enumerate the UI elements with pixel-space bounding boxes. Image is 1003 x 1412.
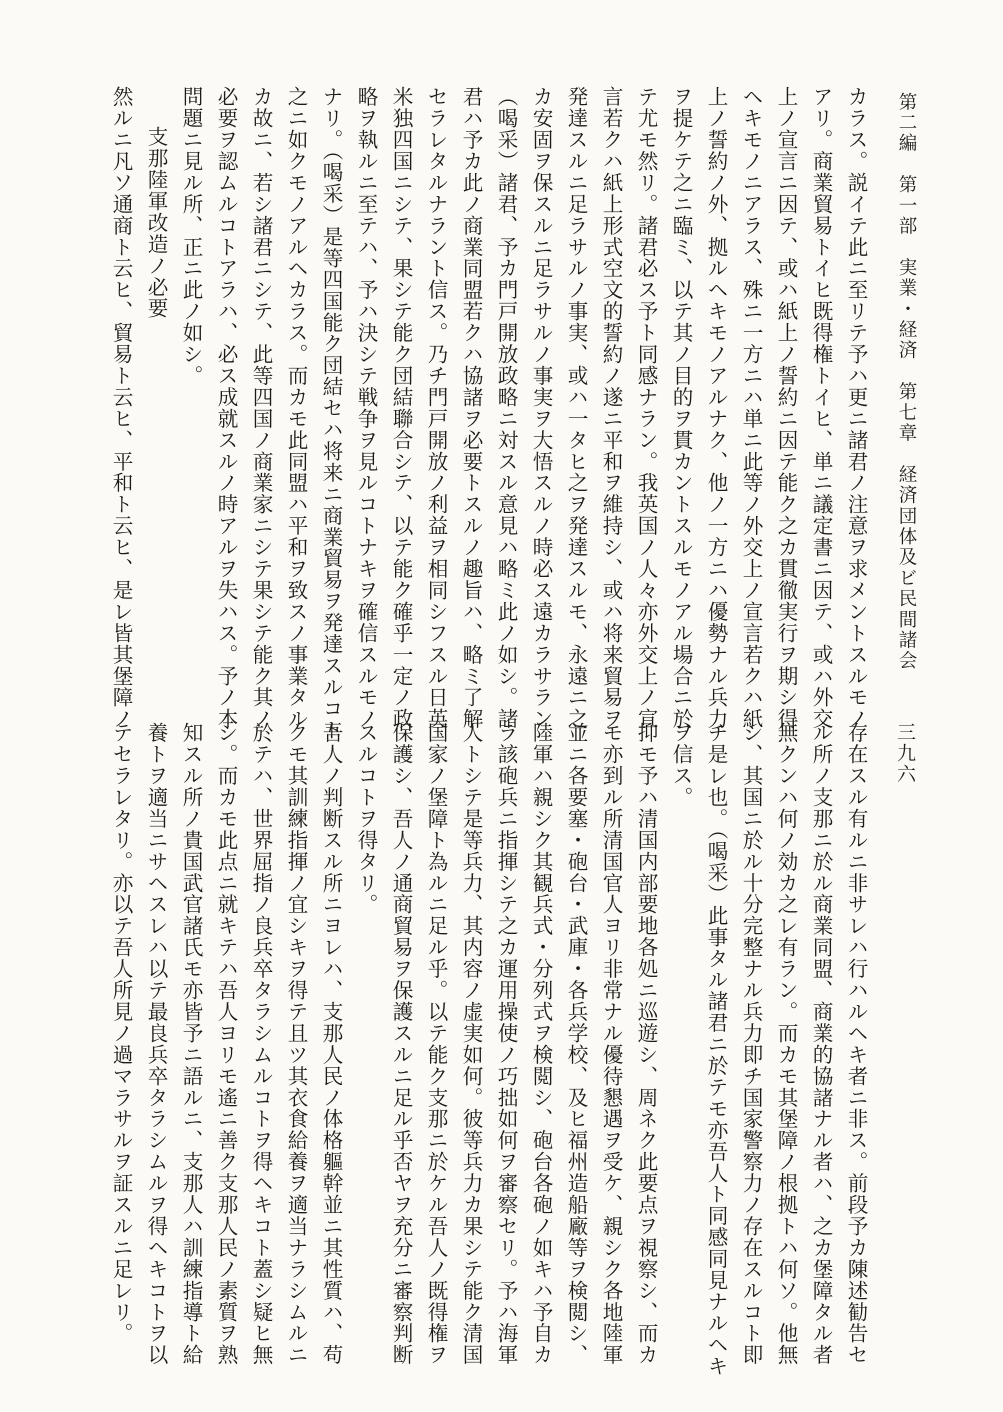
text-column: 無クンハ何ノ効カ之レ有ラン。而カモ其堡障ノ根拠トハ何ソ。他無: [774, 722, 798, 1366]
text-column: アリ。商業貿易トイヒ既得権トイヒ、単ニ議定書ニ因テ、或ハ外交: [809, 86, 833, 730]
text-column: 吾人ノ判断スル所ニヨレハ、支那人民ノ体格軀幹並ニ其性質ハ、苟: [319, 722, 343, 1366]
upper-text-block: [103, 86, 873, 741]
text-column: 人トシテ是等兵力、其内容ノ虚実如何。彼等兵力カ果シテ能ク清国: [459, 722, 483, 1366]
text-column: 国家ノ堡障ト為ルニ足ル乎。以テ能ク支那ニ於ケル吾人ノ既得権ヲ: [424, 722, 448, 1366]
text-column: シ。而カモ此点ニ就キテハ吾人ヨリモ遙ニ善ク支那人民ノ素質ヲ熟: [214, 722, 238, 1366]
text-column: カ安固ヲ保スルニ足ラサルノ事実ヲ大悟スルノ時必ス遠カラサラン: [529, 86, 553, 730]
text-column: 陸軍ハ親シク其観兵式・分列式ヲ検閲シ、砲台各砲ノ如キハ予自カ: [529, 722, 553, 1366]
text-column: カ故ニ、若シ諸君ニシテ、此等四国ノ商業家ニシテ果シテ能ク其ノ: [249, 86, 273, 730]
text-column: 存在スル有ルニ非サレハ行ハルヘキ者ニ非ス。前段予カ陳述勧告セ: [844, 722, 868, 1366]
text-column: ル所ノ支那ニ於ル商業同盟、商業的協諸ナル者ハ、之カ堡障タル者: [809, 722, 833, 1366]
text-column: 君ハ予カ此ノ商業同盟若クハ協諸ヲ必要トスルノ趣旨ハ、略ミ了解: [459, 86, 483, 730]
text-column: ナリ。（喝采）是等四国能ク団結セハ将来ニ商業貿易ヲ発達スルコト: [319, 86, 343, 741]
text-column: 言若クハ紙上形式空文的誓約ノ遂ニ平和ヲ維持シ、或ハ将来貿易ヲ: [599, 86, 623, 730]
text-column: セラレタルナラント信ス。乃チ門戸開放ノ利益ヲ相同シフスル日英: [424, 86, 448, 730]
text-column: 略ヲ執ルニ至テハ、予ハ決シテ戦争ヲ見ルコトナキヲ確信スルモノ: [354, 86, 378, 730]
text-column: 保護シ、吾人ノ通商貿易ヲ保護スルニ足ル乎否ヤヲ充分ニ審察判断: [389, 722, 413, 1366]
text-column: スルコトヲ得タリ。: [354, 722, 378, 916]
text-column: 然ルニ凡ソ通商ト云ヒ、貿易ト云ヒ、平和ト云ヒ、是レ皆其堡障ノ: [109, 86, 133, 730]
text-column: 上ノ誓約ノ外、拠ルヘキモノアルナク、他ノ一方ニハ優勢ナル兵力: [704, 86, 728, 730]
text-column: 米独四国ニシテ、果シテ能ク団結聯合シテ、以テ能ク確乎一定ノ政: [389, 86, 413, 730]
text-column: モ亦到ル所清国官人ヨリ非常ナル優待懇遇ヲ受ケ、親シク各地陸軍: [599, 722, 623, 1366]
running-header: 第二編 第一部 実業・経済 第七章 経済団体及ビ民間諸会: [896, 92, 917, 672]
text-column: カラス。説イテ此ニ至リテ予ハ更ニ諸君ノ注意ヲ求メントスルモノ: [844, 86, 868, 730]
text-column: 必要ヲ認ムルコトアラハ、必ス成就スルノ時アルヲ失ハス。予ノ本: [214, 86, 238, 730]
text-column: 発達スルニ足ラサルノ事実、或ハ一タヒ之ヲ発達スルモ、永遠ニ之: [564, 86, 588, 730]
section-heading: 支那陸軍改造ノ必要: [144, 126, 168, 320]
text-column: テ尤モ然リ。諸君必ス予ト同感ナラン。我英国ノ人々亦外交上ノ宣: [634, 86, 658, 730]
text-column: ヲ提ケテ之ニ臨ミ、以テ其ノ目的ヲ貫カントスルモノアル場合ニ於: [669, 86, 693, 730]
text-column: シ、其国ニ於ル十分完整ナル兵力即チ国家警察力ノ存在スルコト即: [739, 722, 763, 1366]
text-column: ラ該砲兵ニ指揮シテ之カ運用操使ノ巧拙如何ヲ審察セリ。予ハ海軍: [494, 722, 518, 1366]
text-column: 知スル所ノ貴国武官諸氏モ亦皆予ニ語ルニ、支那人ハ訓練指導ト給: [179, 722, 203, 1366]
text-column: チ是レ也。（喝采）此事タル諸君ニ於テモ亦吾人ト同感同見ナルヘキ: [704, 722, 728, 1377]
text-column: （喝采）諸君、予カ門戸開放政略ニ対スル意見ハ略ミ此ノ如シ。諸: [494, 86, 518, 730]
text-column: 問題ニ見ル所、正ニ此ノ如シ。: [179, 86, 203, 387]
text-column: 並ニ各要塞・砲台・武庫・各兵学校、及ヒ福州造船廠等ヲ検閲シ、: [564, 722, 588, 1366]
text-column: 上ノ宣言ニ因テ、或ハ紙上ノ誓約ニ因テ能ク之カ貫徹実行ヲ期シ得: [774, 86, 798, 730]
text-column: ヲ信ス。: [669, 722, 693, 808]
text-column: ヘキモノニアラス、殊ニ一方ニハ単ニ此等ノ外交上ノ宣言若クハ紙: [739, 86, 763, 730]
text-column: 之ニ如クモノアルヘカラス。而カモ此同盟ハ平和ヲ致スノ事業タル: [284, 86, 308, 730]
text-column: 於テハ、世界屈指ノ良兵卒タラシムルコトヲ得ヘキコト蓋シ疑ヒ無: [249, 722, 273, 1366]
text-column: クモ其訓練指揮ノ宜シキヲ得テ且ツ其衣食給養ヲ適当ナラシムルニ: [284, 722, 308, 1366]
text-column: テセラレタリ。亦以テ吾人所見ノ過マラサルヲ証スルニ足レリ。: [109, 722, 133, 1345]
page-number: 三九六: [894, 722, 916, 785]
lower-text-block: [103, 722, 873, 1377]
text-column: 養トヲ適当ニサヘスレハ以テ最良兵卒タラシムルヲ得ヘキコトヲ以: [144, 722, 168, 1366]
text-column: 抑モ予ハ清国内部要地各処ニ巡遊シ、周ネク此要点ヲ視察シ、而カ: [634, 722, 658, 1366]
